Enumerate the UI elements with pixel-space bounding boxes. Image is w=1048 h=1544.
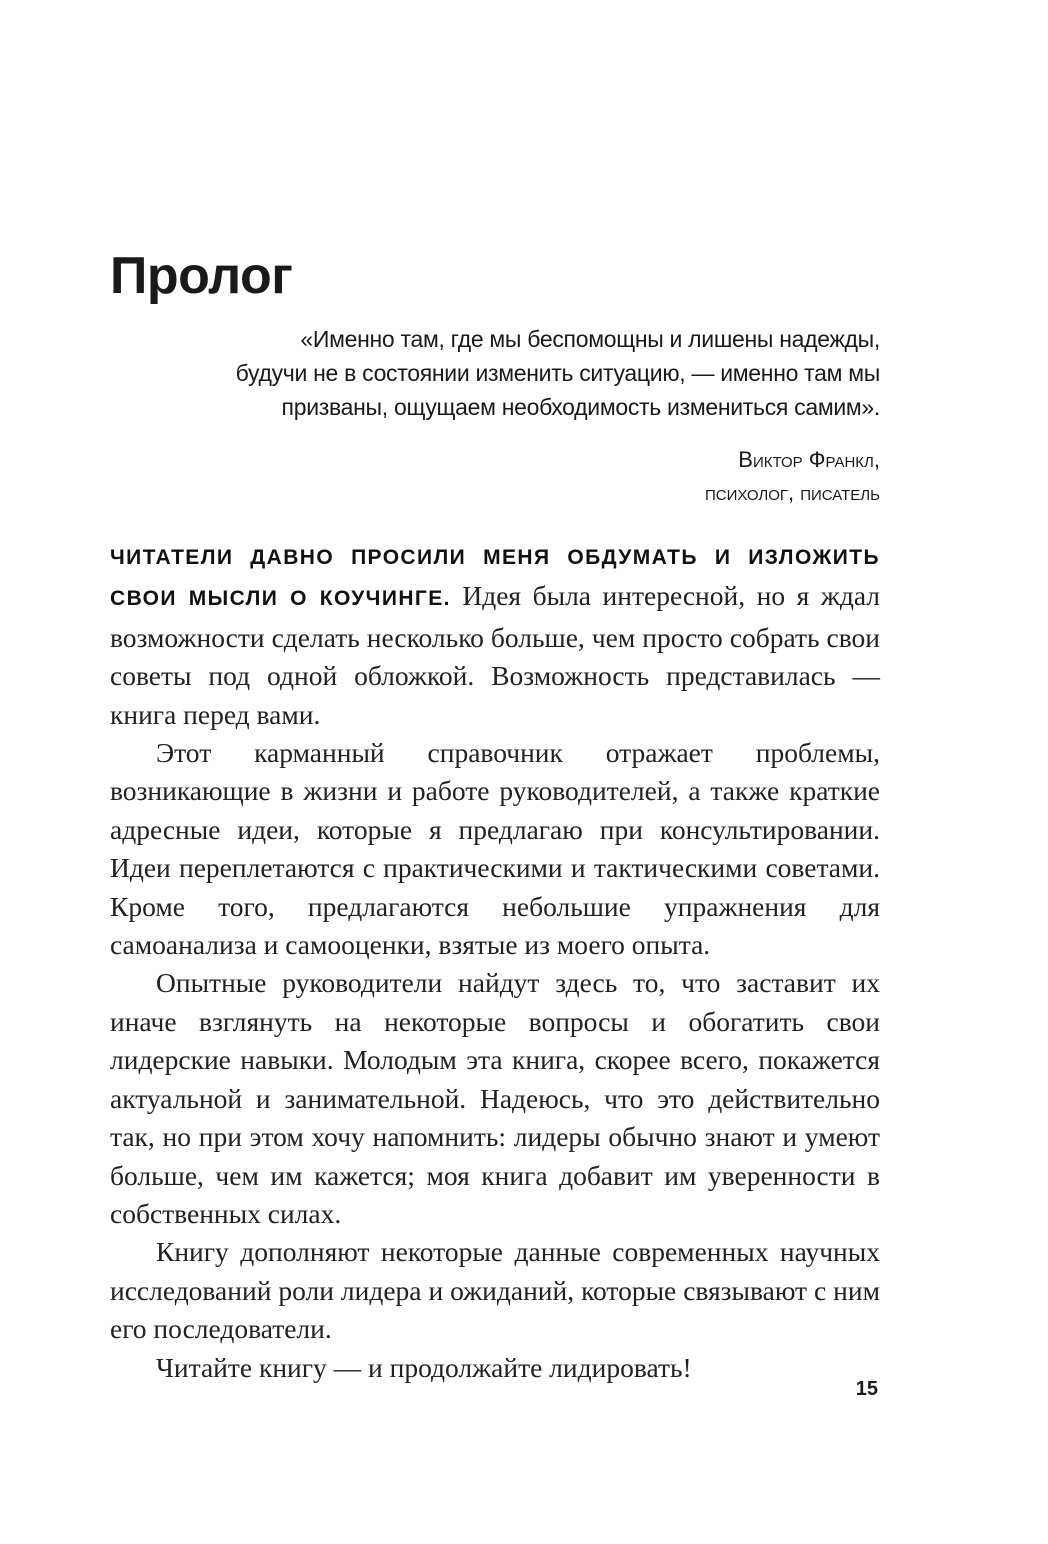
epigraph [140, 322, 880, 509]
body-text [110, 536, 880, 1387]
paragraph: Читайте книгу — и продолжайте лидировать! [156, 1351, 692, 1383]
page-number: 15 [855, 1378, 878, 1400]
paragraph: Книгу дополняют некоторые данные современных научных исследований роли лидера и ожиданий, которые связывают с ним его последователи. [110, 1236, 880, 1345]
epigraph-line: «Именно там, где мы беспомощны и лишены надежды, [300, 326, 880, 352]
epigraph-author-role: психолог, писатель [704, 480, 880, 505]
epigraph-line: призваны, ощущаем необходимость измениться самим». [281, 394, 880, 420]
epigraph-line: будучи не в состоянии изменить ситуацию, — именно там мы [235, 360, 880, 386]
paragraph-text: Идея была интересной, но я ждал возможности сделать несколько больше, чем просто собрать свои советы под одной обложкой. Возможность представилась — книга перед вами. [110, 580, 880, 730]
paragraph: Этот карманный справочник отражает проблемы, возникающие в жизни и работе руководителей, а также краткие адресные идеи, которые я предлагаю при консультировании. Идеи переплетаются с практическими и тактическими советами. Кроме того, предлагаются небольшие упражнения для самоанализа и самооценки, взятые из моего опыта. [110, 737, 880, 961]
chapter-title: Пролог [110, 247, 293, 305]
lead-in-caps: ЧИТАТЕЛИ ДАВНО ПРОСИЛИ МЕНЯ ОБДУМАТЬ И ИЗЛОЖИТЬ СВОИ МЫСЛИ О КОУЧИНГЕ. [110, 546, 880, 611]
paragraph [110, 536, 880, 734]
epigraph-author: Виктор Франкл, [738, 447, 880, 472]
paragraph: Опытные руководители найдут здесь то, что заставит их иначе взглянуть на некоторые вопросы и обогатить свои лидерские навыки. Молодым эта книга, скорее всего, покажется актуальной и занимательной. Надеюсь, что это действительно так, но при этом хочу напомнить: лидеры обычно знают и умеют больше, чем им кажется; моя книга добавит им уверенности в собственных силах. [110, 967, 880, 1229]
